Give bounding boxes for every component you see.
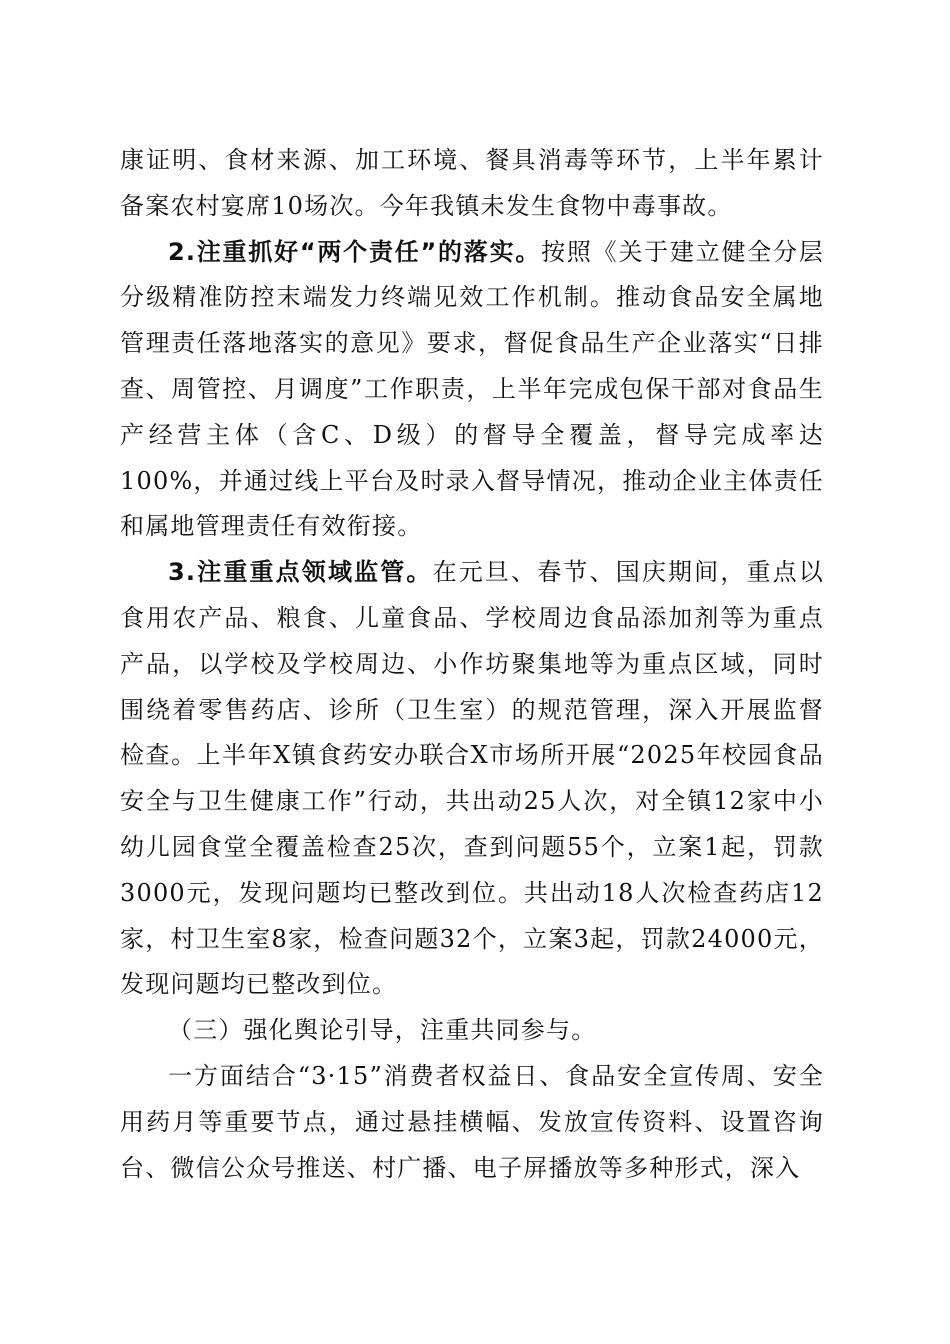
item-3-title: 3.注重重点领域监管。	[168, 558, 433, 587]
paragraph-continuation: 康证明、食材来源、加工环境、餐具消毒等环节，上半年累计备案农村宴席10场次。今年我镇未发生食物中毒事故。	[120, 146, 824, 220]
paragraph-item-3	[120, 550, 824, 1008]
section-3-paragraph: 一方面结合“3·15”消费者权益日、食品安全宣传周、安全用药月等重要节点，通过悬挂横幅、发放宣传资料、设置咨询台、微信公众号推送、村广播、电子屏播放等多种形式，深入	[120, 1061, 824, 1182]
item-2-title: 2.注重抓好“两个责任”的落实。	[168, 237, 542, 266]
item-2-body: 按照《关于建立健全分层分级精准防控末端发力终端见效工作机制。推动食品安全属地管理责任落地落实的意见》要求，督促食品生产企业落实“日排查、周管控、月调度”工作职责，上半年完成包保干部对食品生产经营主体（含C、D级）的督导全覆盖，督导完成率达100%，并通过线上平台及时录入督导情况，推动企业主体责任和属地管理责任有效衔接。	[120, 237, 825, 541]
item-3-body: 在元旦、春节、国庆期间，重点以食用农产品、粮食、儿童食品、学校周边食品添加剂等为重点产品，以学校及学校周边、小作坊聚集地等为重点区域，同时围绕着零售药店、诊所（卫生室）的规范管理，深入开展监督检查。上半年X镇食药安办联合X市场所开展“2025年校园食品安全与卫生健康工作”行动，共出动25人次，对全镇12家中小幼儿园食堂全覆盖检查25次，查到问题55个，立案1起，罚款3000元，发现问题均已整改到位。共出动18人次检查药店12家，村卫生室8家，检查问题32个，立案3起，罚款24000元，发现问题均已整改到位。	[120, 558, 824, 999]
section-3-heading: （三）强化舆论引导，注重共同参与。	[168, 1016, 597, 1045]
document-body	[120, 138, 824, 1191]
paragraph-item-2	[120, 230, 824, 551]
